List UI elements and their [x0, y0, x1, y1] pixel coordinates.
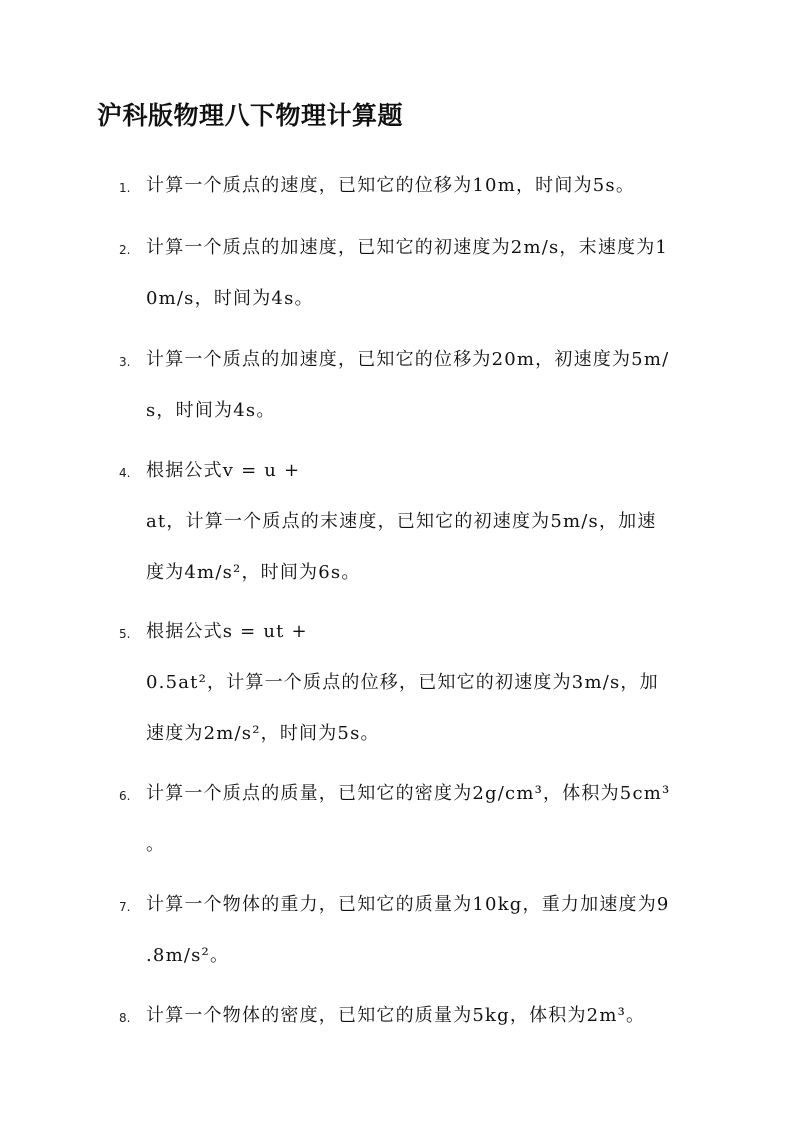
- question-line: 计算一个质点的速度，已知它的位移为10m，时间为5s。: [146, 175, 636, 196]
- question-line: .8m/s²。: [146, 945, 230, 966]
- question-line: 根据公式s = ut +: [146, 621, 308, 642]
- question-number: 1.: [119, 181, 131, 195]
- question-line: 根据公式v = u +: [146, 460, 301, 481]
- question-number: 4.: [119, 466, 131, 480]
- question-number: 5.: [119, 627, 131, 641]
- question-line: 速度为2m/s²，时间为5s。: [146, 723, 380, 744]
- question-number: 3.: [119, 355, 131, 369]
- page-title: 沪科版物理八下物理计算题: [97, 101, 404, 130]
- question-number: 7.: [119, 900, 131, 914]
- question-line: 。: [146, 834, 166, 855]
- question-line: 计算一个质点的加速度，已知它的初速度为2m/s，末速度为1: [146, 237, 669, 258]
- question-number: 6.: [119, 789, 131, 803]
- question-line: at，计算一个质点的末速度，已知它的初速度为5m/s，加速: [146, 511, 657, 532]
- question-line: 计算一个质点的质量，已知它的密度为2g/cm³，体积为5cm³: [146, 783, 671, 804]
- question-line: s，时间为4s。: [146, 400, 276, 421]
- question-line: 计算一个物体的重力，已知它的质量为10kg，重力加速度为9: [146, 894, 670, 915]
- question-number: 8.: [119, 1011, 131, 1025]
- question-number: 2.: [119, 243, 131, 257]
- question-line: 计算一个质点的加速度，已知它的位移为20m，初速度为5m/: [146, 349, 670, 370]
- question-line: 0.5at²，计算一个质点的位移，已知它的初速度为3m/s，加: [146, 672, 659, 693]
- question-line: 度为4m/s²，时间为6s。: [146, 562, 361, 583]
- question-line: 计算一个物体的密度，已知它的质量为5kg，体积为2m³。: [146, 1005, 646, 1026]
- question-line: 0m/s，时间为4s。: [146, 288, 314, 309]
